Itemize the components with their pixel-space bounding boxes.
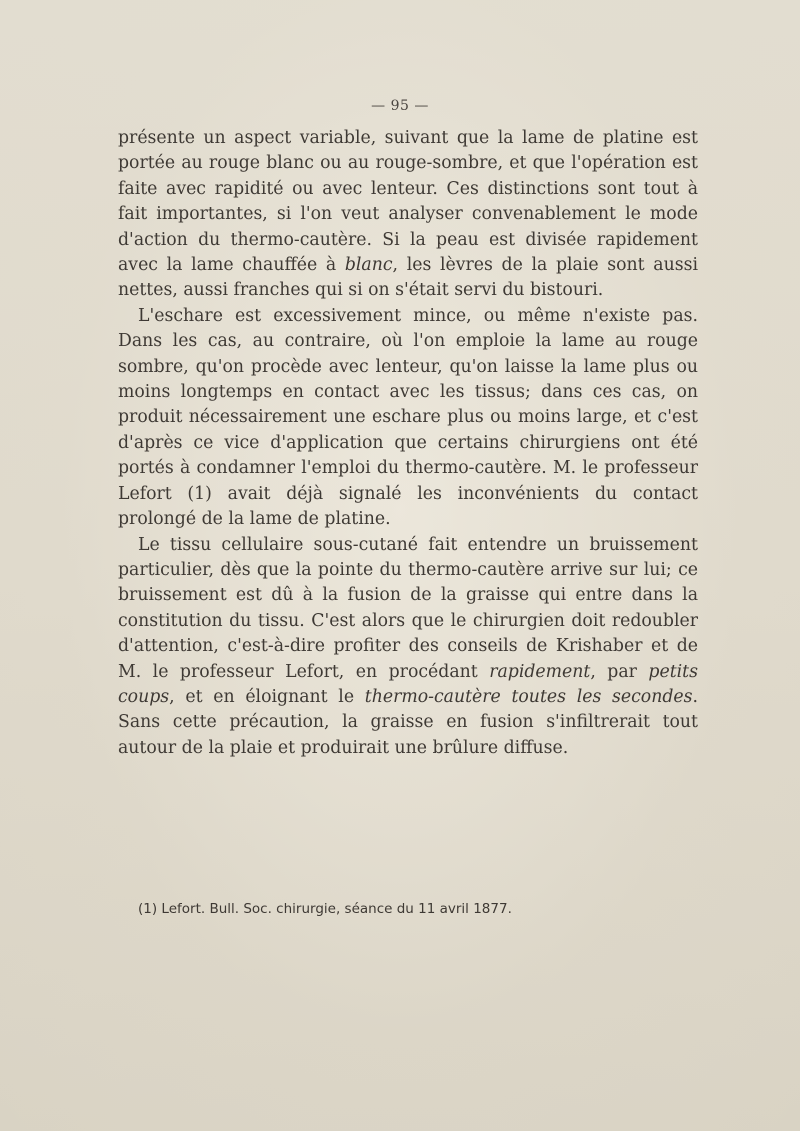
paragraph-1-text-b: , les lèvres de la plaie sont aussi nettes, aussi franches qui si on s'était servi du bistouri. — [118, 255, 698, 301]
paragraph-2-text: L'eschare est excessivement mince, ou même n'existe pas. Dans les cas, au contraire, où l'on emploie la lame au rouge sombre, qu'on procède avec lenteur, qu'on laisse la lame plus ou moins longtemps en contact avec les tissus; dans ces cas, on produit nécessairement une eschare plus ou moins large, et c'est d'après ce vice d'application que certains chirurgiens ont été portés à condamner l'emploi du thermo-cautère. M. le professeur Lefort (1) avait déjà signalé les inconvénients du contact prolongé de la lame de platine. — [118, 305, 698, 530]
paragraph-2 — [118, 304, 698, 533]
paragraph-3-italic-petits-coups: petits coups — [118, 661, 698, 707]
paragraph-3-text-a: Le tissu cellulaire sous-cutané fait entendre un bruissement particulier, dès que la pointe du thermo-cautère arrive sur lui; ce bruissement est dû à la fusion de la graisse qui entre dans la constitution du tissu. C'est alors que le chirurgien doit redoubler d'attention, c'est-à-dire profiter des conseils de Krishaber et de M. le professeur Lefort, en procédant — [118, 534, 698, 682]
paragraph-3-text-c: , et en éloignant le — [169, 686, 365, 707]
paragraph-1-italic-blanc: blanc — [344, 255, 393, 276]
paragraph-3-italic-rapidement: rapidement — [489, 661, 591, 682]
paragraph-1 — [118, 126, 698, 304]
paragraph-1-text-a: présente un aspect variable, suivant que la lame de platine est portée au rouge blanc ou au rouge-sombre, et que l'opération est faite avec rapidité ou avec lenteur. Ces distinctions sont tout à fait importantes, si l'on veut analyser convenablement le mode d'action du thermo-cautère. Si la peau est divisée rapidement avec la lame chauffée à — [118, 128, 698, 276]
body-text — [118, 126, 698, 761]
paragraph-3 — [118, 533, 698, 762]
page-number: — 95 — — [371, 98, 429, 114]
paragraph-3-text-b: , par — [590, 661, 649, 682]
footnote: (1) Lefort. Bull. Soc. chirurgie, séance du 11 avril 1877. — [138, 901, 512, 917]
paragraph-3-italic-thermo-cautere: thermo-cautère toutes les secondes — [364, 686, 693, 707]
paragraph-3-text-d: . Sans cette précaution, la graisse en fusion s'infiltrerait tout autour de la plaie et produirait une brûlure diffuse. — [118, 686, 698, 758]
